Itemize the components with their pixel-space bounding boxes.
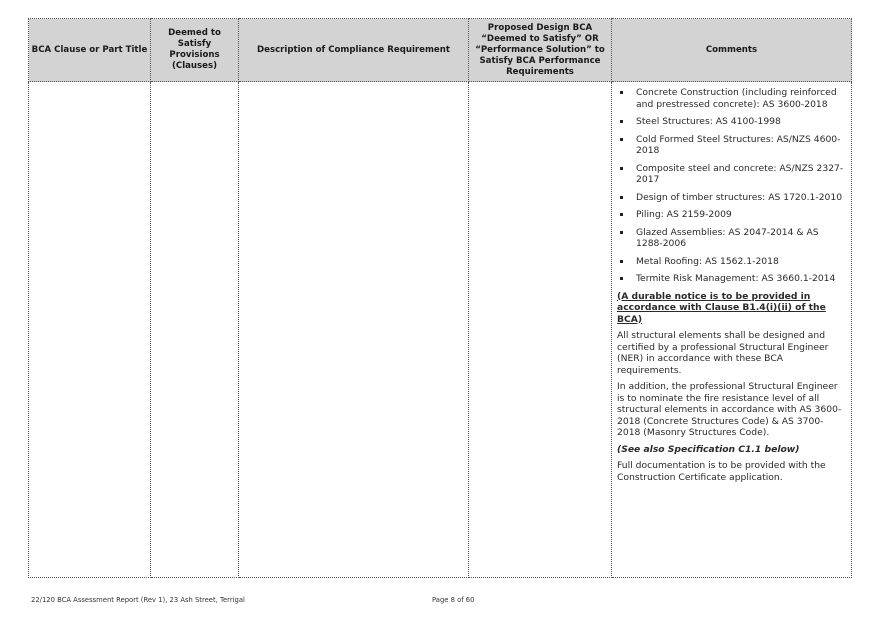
footer-page-number: Page 8 of 60 — [432, 596, 475, 604]
see-also-note: (See also Specification C1.1 below) — [617, 443, 800, 455]
header-clause: BCA Clause or Part Title — [29, 19, 151, 82]
list-item: Concrete Construction (including reinforced and prestressed concrete): AS 3600-2018 — [617, 87, 846, 110]
header-comments: Comments — [612, 19, 852, 82]
table-row — [29, 82, 852, 578]
comments-cell — [612, 82, 852, 578]
structural-paragraph: All structural elements shall be designed and certified by a professional Structural Engineer (NER) in accordance with these BCA requirements. — [617, 330, 829, 376]
list-item: Metal Roofing: AS 1562.1-2018 — [617, 256, 846, 268]
list-item: Cold Formed Steel Structures: AS/NZS 4600-2018 — [617, 134, 846, 157]
header-proposed: Proposed Design BCA “Deemed to Satisfy” OR “Performance Solution” to Satisfy BCA Performance Requirements — [469, 19, 612, 82]
list-item: Piling: AS 2159-2009 — [617, 209, 846, 221]
documentation-paragraph: Full documentation is to be provided with the Construction Certificate application. — [617, 460, 826, 483]
proposed-cell — [469, 82, 612, 578]
header-dts: Deemed to Satisfy Provisions (Clauses) — [151, 19, 239, 82]
dts-cell — [151, 82, 239, 578]
clause-cell — [29, 82, 151, 578]
description-cell — [239, 82, 469, 578]
table-header-row — [29, 19, 852, 82]
list-item: Composite steel and concrete: AS/NZS 2327-2017 — [617, 163, 846, 186]
bca-compliance-table — [28, 18, 852, 578]
footer-report-title: 22/120 BCA Assessment Report (Rev 1), 23 Ash Street, Terrigal — [31, 596, 245, 604]
list-item: Steel Structures: AS 4100-1998 — [617, 116, 846, 128]
durable-notice: (A durable notice is to be provided in accordance with Clause B1.4(i)(ii) of the BCA) — [617, 290, 826, 325]
standards-list — [617, 87, 846, 285]
fire-resistance-paragraph: In addition, the professional Structural Engineer is to nominate the fire resistance level of all structural elements in accordance with AS 3600-2018 (Concrete Structures Code) & AS 3700-2018 (Masonry Structures Code). — [617, 381, 842, 438]
list-item: Design of timber structures: AS 1720.1-2010 — [617, 192, 846, 204]
list-item: Termite Risk Management: AS 3660.1-2014 — [617, 273, 846, 285]
header-description: Description of Compliance Requirement — [239, 19, 469, 82]
list-item: Glazed Assemblies: AS 2047-2014 & AS 1288-2006 — [617, 227, 846, 250]
